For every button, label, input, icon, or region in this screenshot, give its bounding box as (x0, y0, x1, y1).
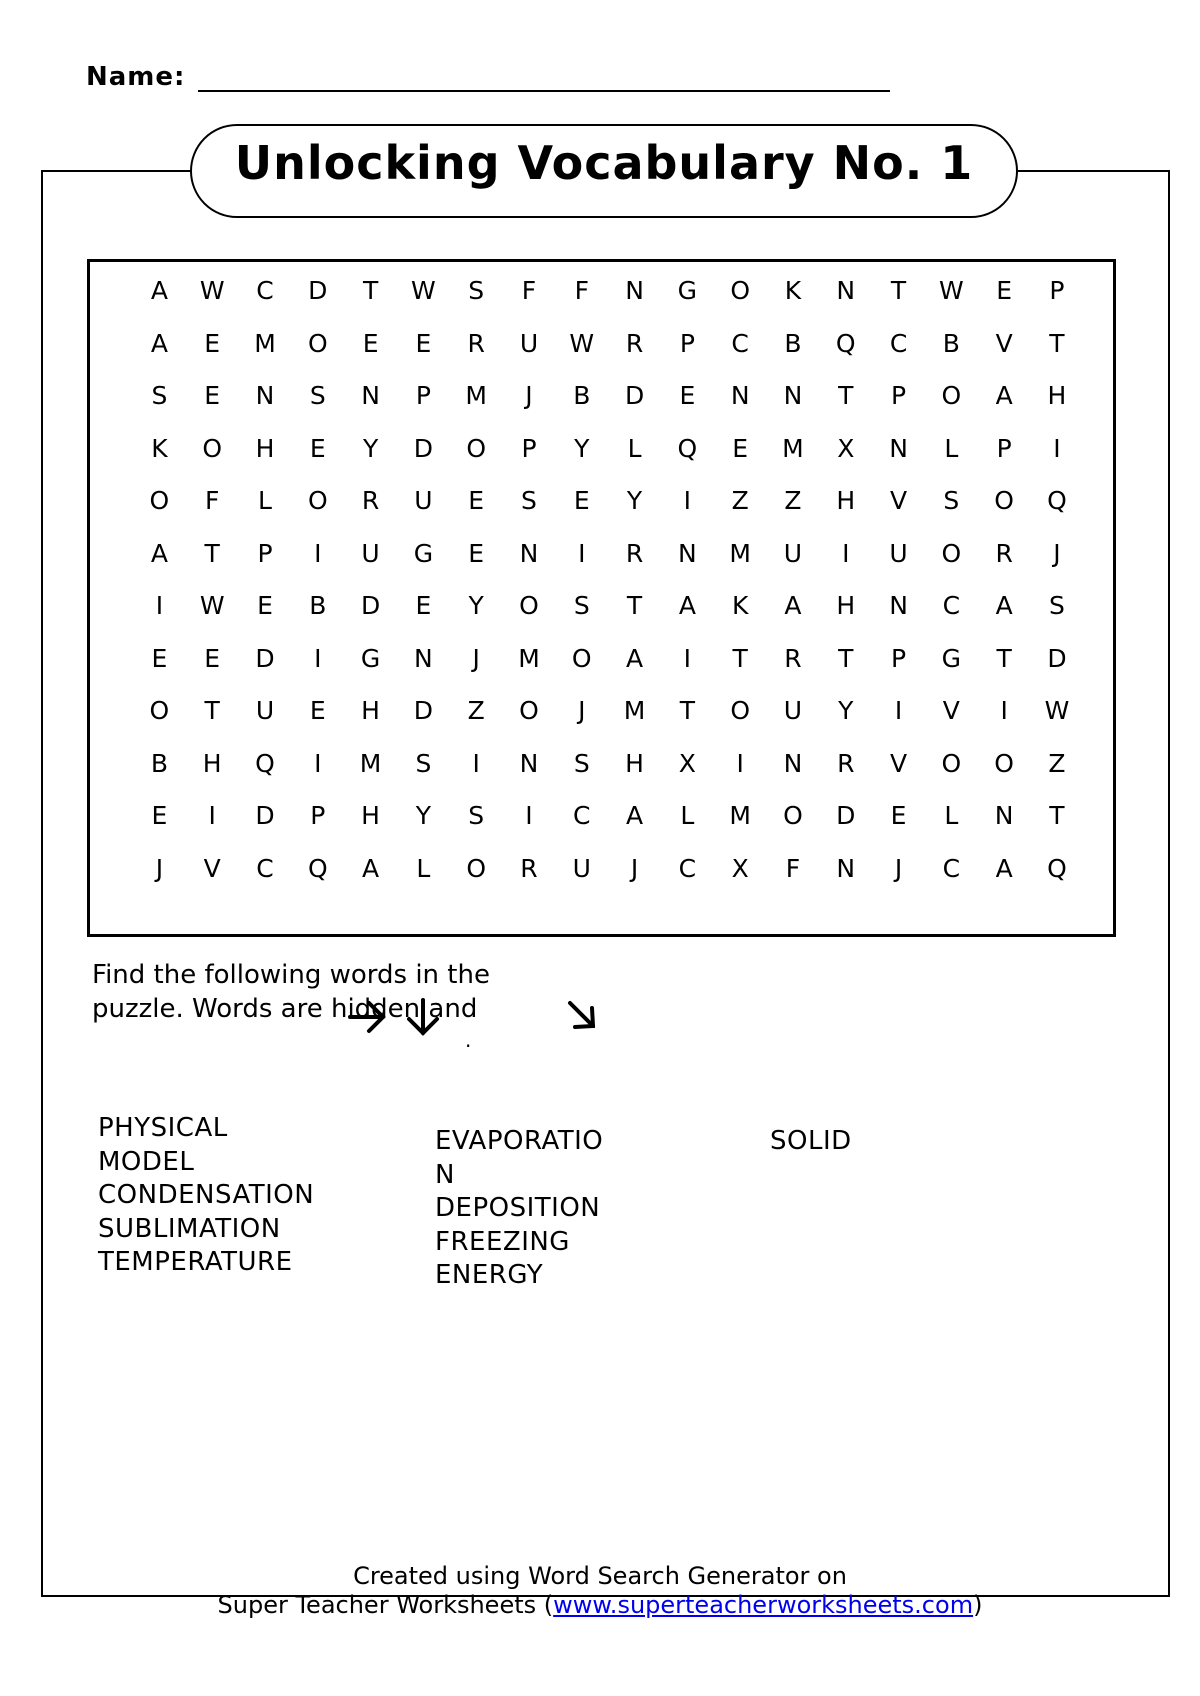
grid-letter: K (151, 433, 168, 463)
grid-letter: A (995, 381, 1013, 410)
word-list-column-3 (770, 1125, 852, 1159)
grid-letter: I (525, 801, 533, 830)
grid-letter: I (1000, 696, 1008, 725)
grid-letter: I (894, 696, 903, 725)
footer-prefix: Super Teacher Worksheets ( (217, 1591, 554, 1619)
grid-letter: I (314, 748, 322, 778)
grid-letter: I (683, 486, 692, 515)
grid-letter: E (415, 328, 432, 358)
grid-letter: N (519, 748, 539, 778)
grid-letter: H (836, 486, 856, 515)
grid-letter: E (573, 486, 590, 515)
grid-letter: O (941, 538, 962, 568)
grid-letter: N (889, 433, 908, 463)
grid-letter: D (255, 801, 275, 830)
grid-letter: M (782, 433, 804, 463)
grid-letter: E (679, 381, 696, 410)
grid-letter: Q (677, 433, 698, 463)
grid-letter: W (938, 276, 964, 305)
grid-letter: N (836, 853, 856, 883)
grid-letter: E (996, 276, 1013, 305)
grid-letter: O (994, 486, 1014, 515)
grid-letter: T (204, 696, 220, 725)
grid-letter: L (627, 433, 642, 463)
grid-letter: V (995, 328, 1013, 358)
grid-letter: E (890, 801, 907, 830)
instructions-note: . (465, 1028, 472, 1052)
footer-link[interactable]: www.superteacherworksheets.com (553, 1591, 974, 1619)
name-field-line (198, 90, 890, 92)
grid-letter: U (361, 538, 380, 568)
grid-letter: C (731, 328, 749, 358)
grid-letter: A (150, 276, 168, 305)
grid-letter: N (783, 381, 803, 410)
grid-letter: R (467, 328, 485, 358)
grid-letter: D (413, 696, 434, 725)
grid-letter: X (731, 853, 749, 883)
grid-letter: B (573, 381, 591, 410)
grid-letter: N (783, 748, 803, 778)
grid-letter: H (255, 433, 275, 463)
arrow-right-icon (350, 1003, 383, 1031)
grid-letter: R (995, 538, 1013, 568)
grid-letter: H (202, 748, 222, 778)
grid-letter: E (309, 696, 326, 725)
word-list-column-2 (435, 1125, 625, 1293)
grid-letter: V (942, 696, 960, 725)
grid-letter: S (573, 591, 590, 620)
word-list-item: PHYSICAL (98, 1113, 228, 1143)
frame-top-right-edge (1018, 170, 1168, 172)
grid-letter: E (732, 433, 749, 463)
instructions-line-2: puzzle. Words are hidden and (92, 994, 478, 1024)
grid-letter: H (625, 748, 644, 778)
grid-letter: S (309, 381, 326, 410)
grid-letter: P (257, 538, 273, 568)
grid-letter: S (521, 486, 537, 515)
grid-letter: O (307, 328, 328, 358)
grid-letter: D (413, 433, 434, 463)
grid-letter: C (942, 591, 961, 620)
grid-letter: C (256, 853, 274, 883)
grid-letter: T (732, 643, 748, 673)
frame-top-left-edge (41, 170, 191, 172)
grid-letter: O (783, 801, 803, 830)
grid-letter: P (1049, 276, 1065, 305)
grid-letter: Y (468, 591, 484, 620)
grid-letter: B (150, 748, 168, 778)
grid-letter: S (573, 748, 590, 778)
grid-letter: Q (1047, 486, 1067, 515)
word-list-item: DEPOSITION (435, 1193, 601, 1223)
grid-letter: R (625, 538, 644, 568)
grid-letter: M (623, 696, 646, 725)
grid-letter: M (729, 801, 751, 830)
grid-letter: I (683, 643, 692, 673)
grid-letter: D (255, 643, 275, 673)
grid-letter: V (890, 486, 908, 515)
grid-letter: L (258, 486, 272, 515)
grid-letter: K (784, 276, 802, 305)
grid-letter: G (941, 643, 962, 673)
word-list-column-1 (98, 1112, 314, 1280)
grid-letter: Y (626, 486, 643, 515)
grid-letter: N (836, 276, 856, 305)
grid-letter: V (203, 853, 221, 883)
grid-letter: F (521, 276, 537, 305)
grid-letter: O (519, 591, 539, 620)
grid-letter: T (204, 538, 220, 568)
grid-letter: L (680, 801, 695, 830)
grid-letter: A (150, 538, 168, 568)
grid-letter: P (415, 381, 431, 410)
grid-letter: A (995, 591, 1013, 620)
grid-letter: M (729, 538, 751, 568)
grid-letter: M (254, 328, 276, 358)
grid-letter: T (890, 276, 907, 305)
grid-letter: G (413, 538, 434, 568)
grid-letter: J (578, 696, 586, 725)
grid-letter: E (468, 538, 485, 568)
grid-letter: M (465, 381, 487, 410)
grid-letter: J (630, 853, 639, 883)
grid-letter: N (730, 381, 750, 410)
grid-letter: T (1049, 801, 1065, 830)
grid-letter: S (468, 276, 485, 305)
grid-letter: U (414, 486, 433, 515)
grid-letter: U (572, 853, 591, 883)
word-list-item: FREEZING (435, 1226, 570, 1257)
grid-letter: M (518, 643, 540, 673)
grid-letter: I (1053, 433, 1061, 463)
grid-letter: T (838, 643, 854, 673)
grid-letter: R (625, 328, 644, 358)
grid-letter: E (362, 328, 379, 358)
grid-letter: S (468, 801, 485, 830)
footer (0, 1562, 1200, 1620)
grid-letter: A (678, 591, 696, 620)
grid-letter: E (151, 643, 168, 673)
grid-letter: V (890, 748, 908, 778)
grid-letter: W (199, 276, 225, 305)
grid-letter: U (889, 538, 908, 568)
grid-letter: A (626, 643, 644, 673)
grid-letter: U (783, 696, 803, 725)
grid-letter: O (941, 381, 962, 410)
grid-letter: O (307, 486, 328, 515)
grid-letter: U (255, 696, 275, 725)
grid-letter: Q (307, 853, 328, 883)
word-list-item: EVAPORATIO (435, 1126, 604, 1156)
instructions-line-1: Find the following words in the (92, 960, 490, 990)
grid-letter: N (678, 538, 697, 568)
grid-letter: I (314, 643, 322, 673)
grid-letter: A (626, 801, 644, 830)
grid-letter: Y (838, 696, 854, 725)
word-list-item: N (435, 1159, 455, 1190)
grid-letter: R (520, 853, 538, 883)
grid-letter: N (361, 381, 380, 410)
grid-letter: T (679, 696, 695, 725)
grid-letter: Y (415, 801, 432, 830)
grid-letter: R (361, 486, 380, 515)
grid-letter: T (996, 643, 1012, 673)
grid-letter: J (472, 643, 480, 673)
grid-letter: J (525, 381, 533, 410)
footer-suffix: ) (973, 1591, 983, 1619)
grid-letter: D (624, 381, 645, 410)
grid-letter: L (944, 801, 959, 830)
grid-letter: I (155, 591, 164, 620)
grid-letter: E (257, 591, 273, 620)
grid-letter: O (519, 696, 539, 725)
grid-letter: E (309, 433, 326, 463)
grid-letter: I (314, 538, 322, 568)
grid-letter: J (1053, 538, 1061, 568)
grid-letter: W (411, 276, 436, 305)
grid-letter: I (208, 801, 216, 830)
grid-letter: Z (1048, 748, 1066, 778)
letter-grid (133, 265, 1084, 895)
grid-letter: U (783, 538, 803, 568)
grid-letter: N (889, 591, 908, 620)
grid-letter: O (571, 643, 592, 673)
grid-letter: Z (467, 696, 485, 725)
grid-letter: H (1047, 381, 1067, 410)
word-list-item: SOLID (770, 1126, 852, 1156)
grid-letter: C (942, 853, 961, 883)
word-list-item: CONDENSATION (98, 1180, 315, 1210)
footer-line-2 (0, 1591, 1200, 1620)
grid-letter: T (838, 381, 854, 410)
grid-letter: C (889, 328, 908, 358)
grid-letter: T (362, 276, 379, 305)
grid-letter: O (730, 696, 750, 725)
grid-letter: K (731, 591, 749, 620)
word-list-item: SUBLIMATION (98, 1213, 281, 1244)
word-list-item: MODEL (98, 1146, 195, 1177)
grid-letter: O (730, 276, 750, 305)
title-banner (190, 124, 1018, 218)
grid-letter: H (836, 591, 856, 620)
grid-letter: D (836, 801, 856, 830)
grid-letter: Z (731, 486, 749, 515)
arrow-down-icon (409, 1000, 437, 1033)
grid-letter: E (204, 643, 221, 673)
grid-letter: A (150, 328, 168, 358)
grid-letter: H (361, 696, 380, 725)
worksheet-title: Unlocking Vocabulary No. 1 (234, 136, 974, 190)
grid-letter: S (415, 748, 432, 778)
grid-letter: A (784, 591, 802, 620)
grid-letter: L (944, 433, 959, 463)
grid-letter: Q (835, 328, 856, 358)
grid-letter: E (415, 591, 432, 620)
grid-letter: D (308, 276, 328, 305)
grid-letter: O (149, 486, 170, 515)
grid-letter: B (784, 328, 802, 358)
grid-letter: P (891, 643, 907, 673)
word-list-item: TEMPERATURE (98, 1247, 293, 1277)
grid-letter: J (155, 853, 164, 883)
grid-letter: G (677, 276, 698, 305)
grid-letter: W (199, 591, 225, 620)
grid-letter: N (414, 643, 433, 673)
name-label: Name: (86, 62, 186, 92)
grid-letter: X (837, 433, 855, 463)
grid-letter: P (679, 328, 695, 358)
grid-letter: N (994, 801, 1014, 830)
grid-letter: S (1049, 591, 1065, 620)
footer-line-1: Created using Word Search Generator on (353, 1562, 847, 1590)
grid-letter: J (894, 853, 903, 883)
grid-letter: E (151, 801, 168, 830)
direction-arrows (345, 995, 615, 1055)
grid-letter: D (360, 591, 381, 620)
grid-letter: E (204, 381, 221, 410)
grid-letter: O (202, 433, 223, 463)
grid-letter: H (361, 801, 380, 830)
grid-letter: Y (362, 433, 379, 463)
grid-letter: O (466, 853, 487, 883)
grid-letter: O (466, 433, 487, 463)
grid-letter: E (468, 486, 485, 515)
grid-letter: O (149, 696, 170, 725)
grid-letter: A (995, 853, 1013, 883)
grid-letter: I (736, 748, 744, 778)
grid-letter: P (891, 381, 907, 410)
grid-letter: N (519, 538, 539, 568)
grid-letter: P (310, 801, 326, 830)
grid-letter: C (573, 801, 591, 830)
grid-letter: C (256, 276, 274, 305)
grid-letter: Q (1047, 853, 1067, 883)
grid-letter: N (255, 381, 275, 410)
grid-letter: X (678, 748, 696, 778)
grid-letter: Q (255, 748, 275, 778)
grid-letter: Y (574, 433, 590, 463)
grid-letter: I (842, 538, 850, 568)
grid-letter: M (359, 748, 382, 778)
word-list-item: ENERGY (435, 1260, 544, 1290)
grid-letter: T (626, 591, 643, 620)
grid-letter: B (942, 328, 960, 358)
grid-letter: R (837, 748, 855, 778)
grid-letter: L (416, 853, 431, 883)
grid-letter: W (1044, 696, 1070, 725)
grid-letter: A (362, 853, 380, 883)
grid-letter: D (1047, 643, 1067, 673)
grid-letter: O (994, 748, 1014, 778)
grid-letter: S (943, 486, 960, 515)
grid-letter: I (472, 748, 480, 778)
grid-letter: C (678, 853, 697, 883)
grid-letter: O (941, 748, 962, 778)
grid-letter: T (1049, 328, 1065, 358)
grid-letter: U (519, 328, 539, 358)
grid-letter: I (578, 538, 586, 568)
grid-letter: Z (784, 486, 802, 515)
grid-letter: P (521, 433, 537, 463)
arrow-diagonal-down-right-icon (570, 1003, 593, 1027)
grid-letter: F (785, 853, 801, 883)
grid-letter: W (569, 328, 595, 358)
grid-letter: P (996, 433, 1012, 463)
grid-letter: S (151, 381, 168, 410)
grid-letter: G (360, 643, 381, 673)
grid-letter: B (309, 591, 327, 620)
grid-letter: E (204, 328, 221, 358)
grid-letter: R (784, 643, 802, 673)
grid-letter: F (574, 276, 589, 305)
grid-letter: N (625, 276, 644, 305)
grid-letter: F (205, 486, 220, 515)
